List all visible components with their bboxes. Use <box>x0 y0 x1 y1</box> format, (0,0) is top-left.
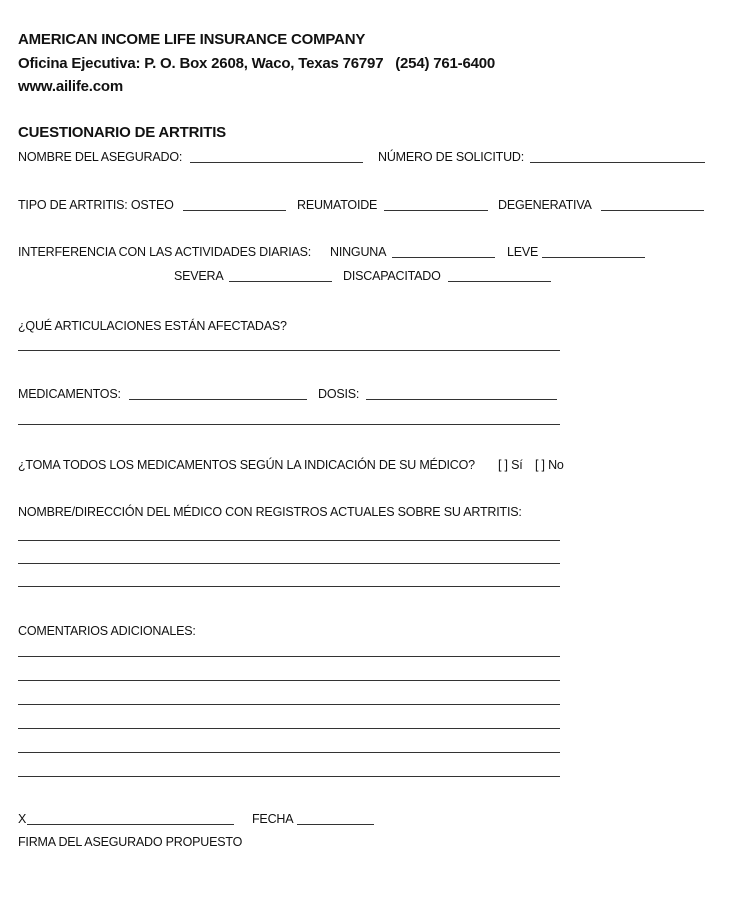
yes-checkbox[interactable]: [ ] Sí <box>498 458 523 472</box>
rheumatoid-field[interactable] <box>384 210 488 211</box>
date-field[interactable] <box>297 824 374 825</box>
signature-label: FIRMA DEL ASEGURADO PROPUESTO <box>18 835 243 849</box>
office-address: Oficina Ejecutiva: P. O. Box 2608, Waco, Texas 76797 (254) 761-6400 <box>18 55 496 72</box>
interference-label: INTERFERENCIA CON LAS ACTIVIDADES DIARIAS: <box>18 245 312 259</box>
signature-field[interactable] <box>27 824 234 825</box>
arthritis-type-label: TIPO DE ARTRITIS: OSTEO <box>18 198 174 212</box>
physician-field-line[interactable] <box>18 586 560 587</box>
compliance-question: ¿TOMA TODOS LOS MEDICAMENTOS SEGÚN LA INDICACIÓN DE SU MÉDICO? <box>18 458 475 472</box>
website: www.ailife.com <box>18 78 124 95</box>
none-field[interactable] <box>392 257 495 258</box>
dosage-label: DOSIS: <box>318 387 360 401</box>
insured-name-field[interactable] <box>190 162 363 163</box>
insured-name-label: NOMBRE DEL ASEGURADO: <box>18 150 183 164</box>
medications-label: MEDICAMENTOS: <box>18 387 121 401</box>
severe-label: SEVERA <box>174 269 224 283</box>
comments-field-line[interactable] <box>18 728 560 729</box>
no-checkbox[interactable]: [ ] No <box>535 458 564 472</box>
signature-x: X <box>18 812 27 826</box>
comments-field-line[interactable] <box>18 656 560 657</box>
comments-field-line[interactable] <box>18 752 560 753</box>
company-name: AMERICAN INCOME LIFE INSURANCE COMPANY <box>18 31 366 48</box>
joints-field[interactable] <box>18 350 560 351</box>
physician-field-line[interactable] <box>18 540 560 541</box>
medications-extra-field[interactable] <box>18 424 560 425</box>
osteo-field[interactable] <box>183 210 286 211</box>
physician-label: NOMBRE/DIRECCIÓN DEL MÉDICO CON REGISTROS ACTUALES SOBRE SU ARTRITIS: <box>18 505 522 519</box>
none-label: NINGUNA <box>330 245 387 259</box>
mild-field[interactable] <box>542 257 645 258</box>
date-label: FECHA <box>252 812 294 826</box>
dosage-field[interactable] <box>366 399 557 400</box>
application-number-label: NÚMERO DE SOLICITUD: <box>378 150 525 164</box>
application-number-field[interactable] <box>530 162 705 163</box>
rheumatoid-label: REUMATOIDE <box>297 198 378 212</box>
degenerative-field[interactable] <box>601 210 704 211</box>
comments-field-line[interactable] <box>18 680 560 681</box>
disabled-label: DISCAPACITADO <box>343 269 441 283</box>
comments-label: COMENTARIOS ADICIONALES: <box>18 624 196 638</box>
joints-question: ¿QUÉ ARTICULACIONES ESTÁN AFECTADAS? <box>18 319 287 333</box>
form-title: CUESTIONARIO DE ARTRITIS <box>18 124 226 141</box>
degenerative-label: DEGENERATIVA <box>498 198 592 212</box>
medications-field[interactable] <box>129 399 307 400</box>
disabled-field[interactable] <box>448 281 551 282</box>
physician-field-line[interactable] <box>18 563 560 564</box>
mild-label: LEVE <box>507 245 539 259</box>
comments-field-line[interactable] <box>18 704 560 705</box>
severe-field[interactable] <box>229 281 332 282</box>
comments-field-line[interactable] <box>18 776 560 777</box>
